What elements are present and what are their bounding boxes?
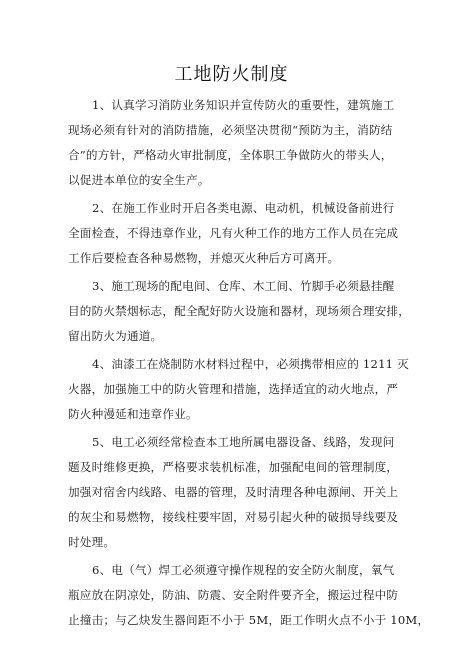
paragraph-3-line-2: 目的防火禁烟标志，配全配好防火设施和器材，现场须合理安排， xyxy=(68,304,411,318)
paragraph-5-line-2: 题及时维修更换，严格要求装机标准，加强配电间的管理制度， xyxy=(68,460,399,474)
paragraph-3-line-3: 留出防火为通道。 xyxy=(68,329,163,343)
paragraph-3-line-1: 3、施工现场的配电间、仓库、木工间、竹脚手必须悬挂醒 xyxy=(92,279,395,293)
paragraph-1-line-4: 以促进本单位的安全生产。 xyxy=(68,173,210,187)
paragraph-6-line-1: 6、电（气）焊工必须遵守操作规程的安全防火制度，氧气 xyxy=(92,563,395,577)
document-title: 工地防火制度 xyxy=(174,64,289,85)
paragraph-2-line-2: 全面检查，不得违章作业，凡有火种工作的地方工作人员在完成 xyxy=(68,226,399,240)
paragraph-5-line-1: 5、电工必须经常检查本工地所属电器设备、线路，发现问 xyxy=(92,435,395,449)
paragraph-5-line-5: 时处理。 xyxy=(68,535,116,549)
paragraph-1-line-3: 合”的方针，严格动火审批制度，全体职工争做防火的带头人， xyxy=(68,148,393,162)
paragraph-4-line-2: 火器，加强施工中的防火管理和措施，选择适宜的动火地点，严 xyxy=(68,382,399,396)
paragraph-6-line-3: 止撞击；与乙炔发生器间距不小于 5M，距工作明火点不小于 10M， xyxy=(68,613,430,627)
paragraph-2-line-3: 工作后要检查各种易燃物，并熄灭火种后方可离开。 xyxy=(68,251,340,265)
paragraph-4-line-3: 防火种漫延和违章作业。 xyxy=(68,407,198,421)
paragraph-2-line-1: 2、在施工作业时开启各类电源、电动机，机械设备前进行 xyxy=(92,201,395,215)
paragraph-1-line-2: 现场必须有针对的消防措施，必须坚决贯彻“预防为主，消防结 xyxy=(68,123,393,137)
paragraph-1-line-1: 1、认真学习消防业务知识并宣传防火的重要性，建筑施工 xyxy=(92,98,395,112)
paragraph-5-line-4: 的灰尘和易燃物，接线柱要牢固，对易引起火种的破损导线要及 xyxy=(68,510,399,524)
paragraph-5-line-3: 加强对宿舍内线路、电器的管理，及时清理各种电源闸、开关上 xyxy=(68,485,399,499)
paragraph-4-line-1: 4、油漆工在烧制防水材料过程中，必须携带相应的 1211 灭 xyxy=(92,357,409,371)
paragraph-6-line-2: 瓶应放在阴凉处，防油、防震、安全附件要齐全，搬运过程中防 xyxy=(68,588,399,602)
